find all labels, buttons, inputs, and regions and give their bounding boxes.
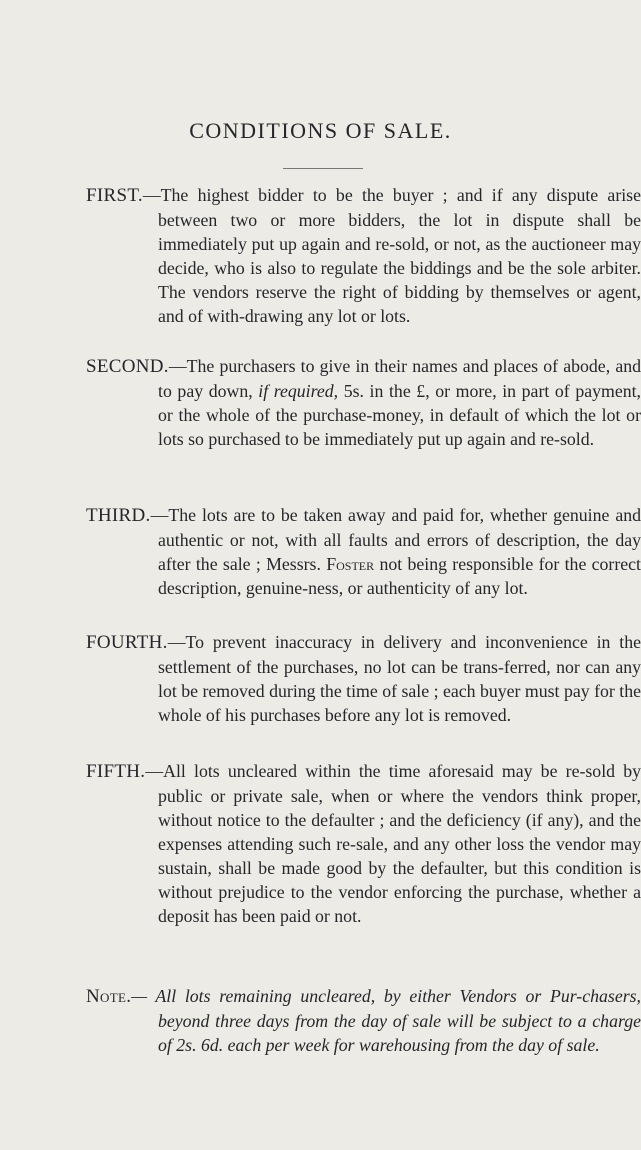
condition-heading: FIFTH.	[86, 761, 146, 782]
condition-text: —To prevent inaccuracy in delivery and inconvenience in the settlement of the purchases, no lot can be trans-ferred, nor can any lot be removed during the time of sale ; each buyer must pay for the whole of his purchases before any lot is removed.	[158, 632, 641, 725]
condition-third	[86, 503, 641, 600]
condition-heading: FIRST.	[86, 185, 143, 206]
note-paragraph	[86, 984, 641, 1057]
condition-paragraph	[86, 183, 641, 328]
condition-text: —The lots are to be taken away and paid for, whether genuine and authentic or not, with all faults and errors of description, the day after the sale ; Messrs.	[150, 505, 641, 574]
condition-paragraph	[86, 630, 641, 727]
note-text: — All lots remaining uncleared, by either Vendors or Pur-chasers, beyond three days from the day of sale will be subject to a charge of 2s. 6d. each per week for warehousing from the day of sale.	[131, 986, 641, 1055]
note-heading: Note.	[86, 986, 132, 1007]
condition-note	[86, 984, 641, 1057]
condition-text: —The highest bidder to be the buyer ; and if any dispute arise between two or more bidders, the lot in dispute shall be immediately put up again and re-sold, or not, as the auctioneer may decide, who is also to regulate the biddings and be the sole arbiter. The vendors reserve the right of bidding by themselves or agent, and of with-drawing any lot or lots.	[142, 185, 641, 326]
condition-text: 5s. in the £, or more, in part of payment, or the whole of the purchase-money, in default of which the lot or lots so purchased to be immediately put up again and re-sold.	[158, 381, 641, 449]
auctioneer-name: Foster	[326, 554, 375, 574]
condition-first	[86, 183, 641, 328]
condition-text: not being responsible for the correct description, genuine-ness, or authenticity of any lot.	[158, 554, 641, 598]
condition-paragraph	[86, 503, 641, 600]
condition-paragraph	[86, 354, 641, 451]
condition-fourth	[86, 630, 641, 727]
condition-text: —The purchasers to give in their names and places of abode, and to pay down,	[158, 356, 641, 401]
condition-heading: FOURTH.	[86, 632, 168, 653]
condition-paragraph	[86, 759, 641, 928]
condition-text: —All lots uncleared within the time aforesaid may be re-sold by public or private sale, when or where the vendors think proper, without notice to the defaulter ; and the deficiency (if any), and the expenses attending such re-sale, and any other loss the vendor may sustain, shall be made good by the defaulter, but this condition is without prejudice to the vendor enforcing the purchase, whether a deposit has been paid or not.	[145, 761, 641, 926]
condition-heading: THIRD.	[86, 505, 151, 526]
condition-heading: SECOND.	[86, 356, 169, 377]
condition-text-italic: if required,	[258, 381, 339, 401]
title-rule	[283, 168, 363, 169]
condition-second	[86, 354, 641, 451]
page-title: CONDITIONS OF SALE.	[189, 118, 452, 143]
condition-fifth	[86, 759, 641, 928]
